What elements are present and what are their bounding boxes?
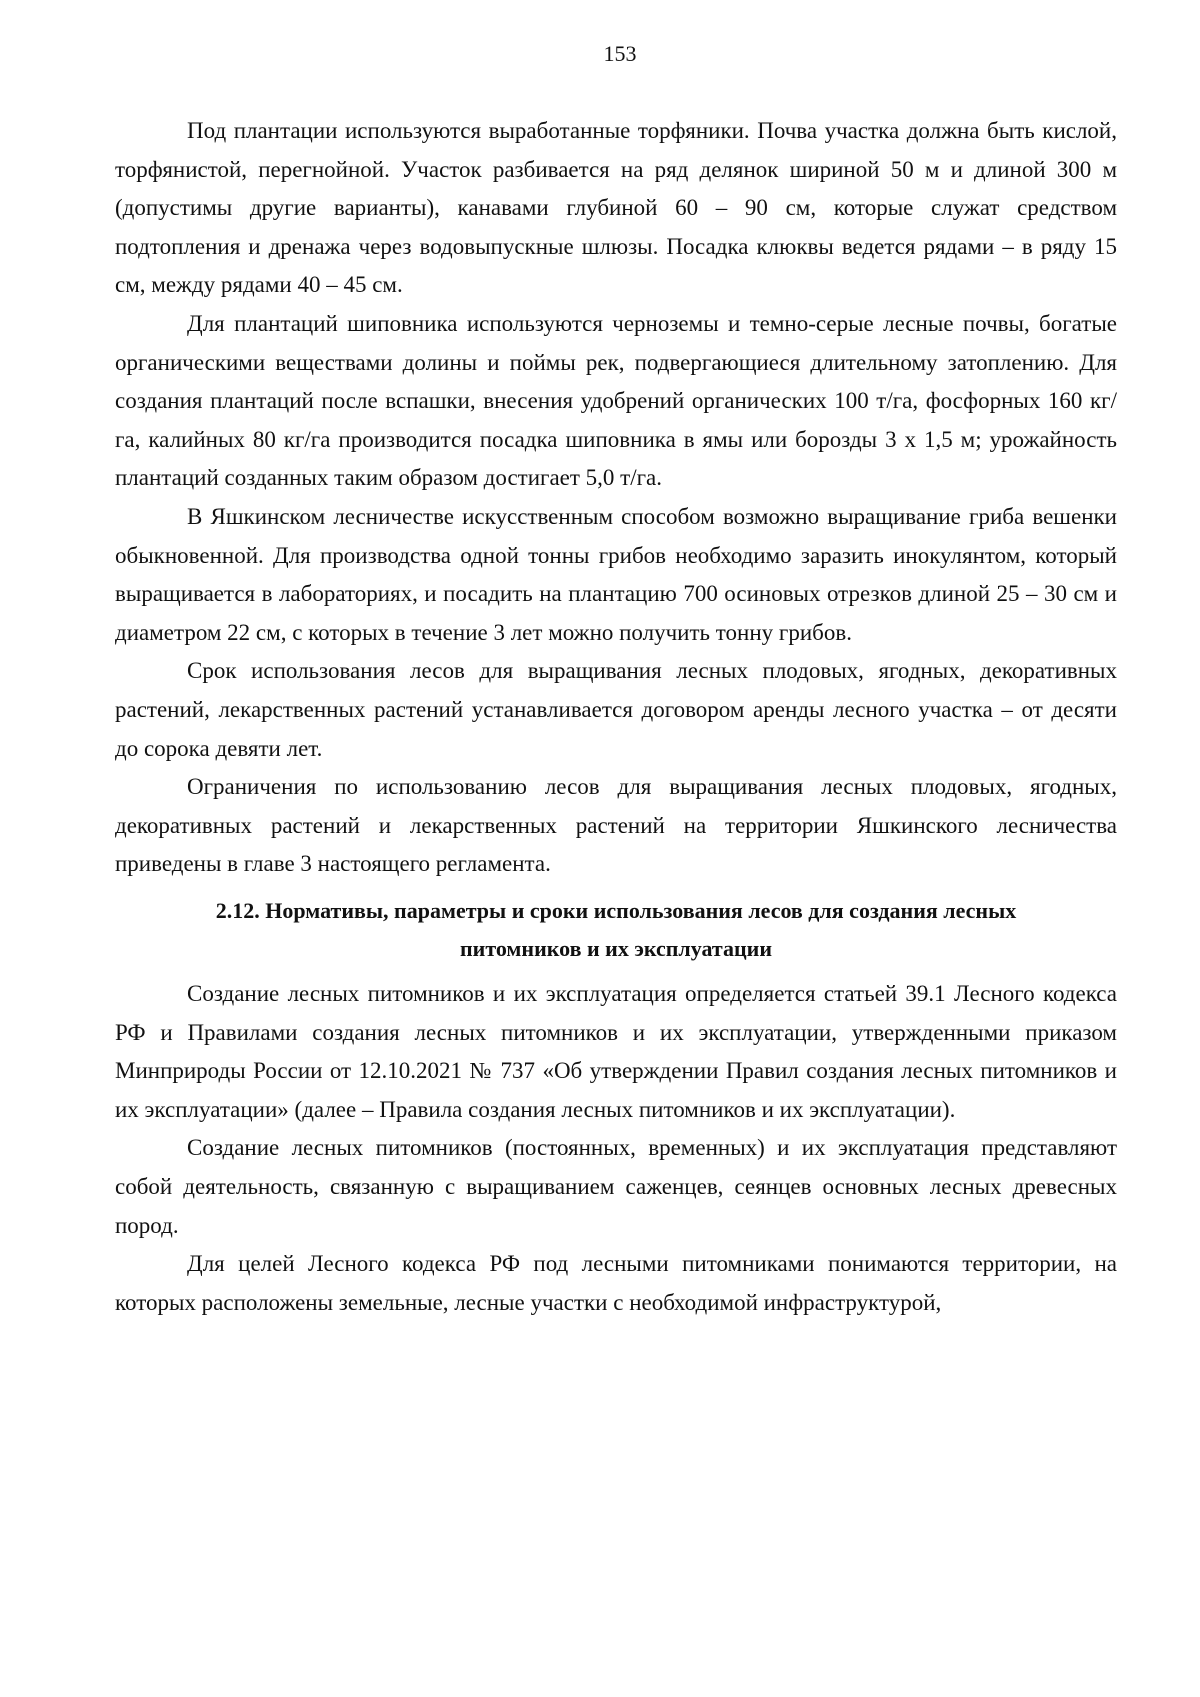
paragraph-cranberry-plantations: Под плантации используются выработанные торфяники. Почва участка должна быть кислой, торфянистой, перегнойной. Участок разбивается на ряд делянок шириной 50 м и длиной 300 м (допустимы другие варианты), канавами глубиной 60 – 90 см, которые служат средством подтопления и дренажа через водовыпускные шлюзы. Посадка клюквы ведется рядами – в ряду 15 см, между рядами 40 – 45 см. [115, 118, 1117, 298]
paragraph-nursery-regulation: Создание лесных питомников и их эксплуатация определяется статьей 39.1 Лесного кодекса РФ и Правилами создания лесных питомников и их эксплуатации, утвержденными приказом Минприроды России от 12.10.2021 № 737 «Об утверждении Правил создания лесных питомников и их эксплуатации» (далее – Правила создания лесных питомников и их эксплуатации). [115, 981, 1117, 1122]
paragraph-usage-restrictions: Ограничения по использованию лесов для выращивания лесных плодовых, ягодных, декоративных растений и лекарственных растений на территории Яшкинского лесничества приведены в главе 3 настоящего регламента. [115, 774, 1117, 877]
paragraph-oyster-mushroom: В Яшкинском лесничестве искусственным способом возможно выращивание гриба вешенки обыкновенной. Для производства одной тонны грибов необходимо заразить инокулянтом, который выращивается в лабораториях, и посадить на плантацию 700 осиновых отрезков длиной 25 – 30 см и диаметром 22 см, с которых в течение 3 лет можно получить тонну грибов. [115, 503, 1117, 645]
page-number: 153 [603, 41, 637, 66]
section-heading-line-2: питомников и их эксплуатации [459, 936, 773, 962]
section-heading-line-1: 2.12. Нормативы, параметры и сроки использования лесов для создания лесных [215, 897, 1017, 923]
paragraph-nursery-definition: Для целей Лесного кодекса РФ под лесными питомниками понимаются территории, на которых расположены земельные, лесные участки с необходимой инфраструктурой, [115, 1251, 1117, 1315]
paragraph-usage-term: Срок использования лесов для выращивания лесных плодовых, ягодных, декоративных растений, лекарственных растений устанавливается договором аренды лесного участка – от десяти до сорока девяти лет. [115, 658, 1117, 761]
paragraph-rosehip-plantations: Для плантаций шиповника используются черноземы и темно-серые лесные почвы, богатые органическими веществами долины и поймы рек, подвергающиеся длительному затоплению. Для создания плантаций после вспашки, внесения удобрений органических 100 т/га, фосфорных 160 кг/га, калийных 80 кг/га производится посадка шиповника в ямы или борозды 3 х 1,5 м; урожайность плантаций созданных таким образом достигает 5,0 т/га. [115, 310, 1117, 491]
document-body [115, 112, 1117, 1322]
paragraph-nursery-activity: Создание лесных питомников (постоянных, временных) и их эксплуатация представляют собой деятельность, связанную с выращиванием саженцев, сеянцев основных лесных древесных пород. [115, 1135, 1117, 1238]
section-heading [115, 892, 1117, 969]
